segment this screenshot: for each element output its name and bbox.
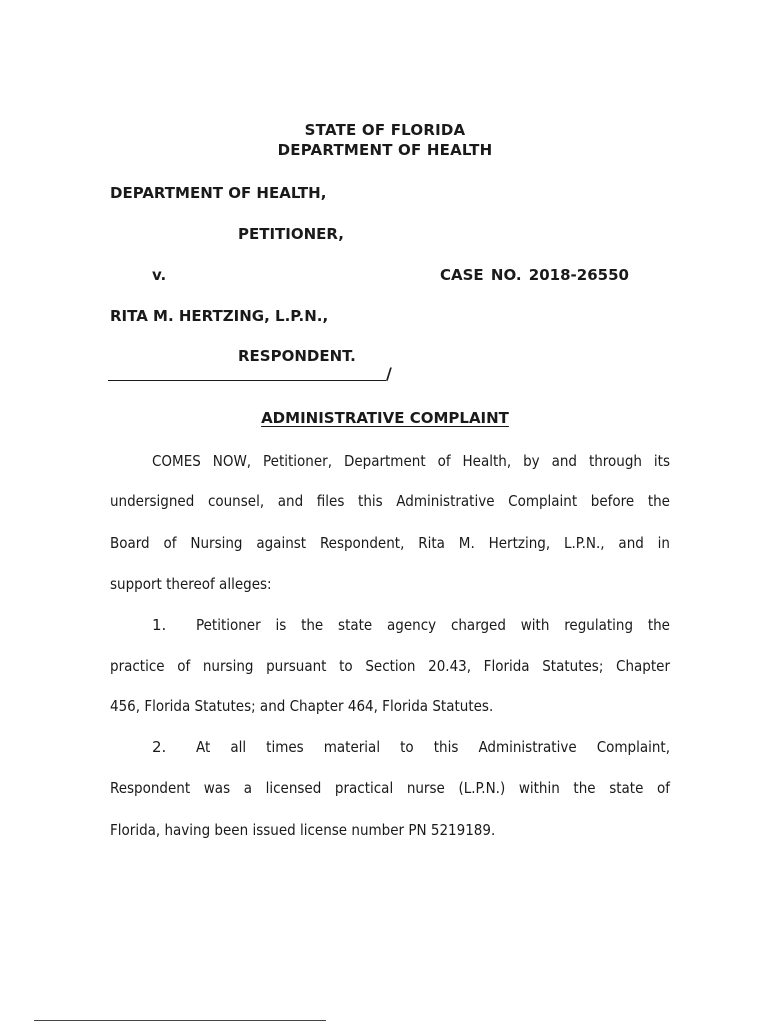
intro-line-1: COMES NOW, Petitioner, Department of Health, by and through its [152,452,670,470]
versus-label: v. [152,266,167,284]
petitioner-name: DEPARTMENT OF HEALTH, [110,184,327,202]
para2-line-1: At all times material to this Administrative Complaint, [196,738,670,756]
intro-line-2: undersigned counsel, and files this Administrative Complaint before the [110,492,670,510]
footnote-rule [34,1020,326,1021]
document-title [0,409,770,427]
para1-line-3: 456, Florida Statutes; and Chapter 464, Florida Statutes. [110,697,494,715]
respondent-role: RESPONDENT. [238,347,356,365]
para1-line-1: Petitioner is the state agency charged with regulating the [196,616,670,634]
para2-number: 2. [152,738,167,756]
case-number: CASE NO. 2018-26550 [440,266,629,284]
intro-line-3: Board of Nursing against Respondent, Rita M. Hertzing, L.P.N., and in [110,534,670,552]
respondent-name: RITA M. HERTZING, L.P.N., [110,307,329,325]
caption-slash: / [386,364,392,383]
para2-line-3: Florida, having been issued license number PN 5219189. [110,821,496,839]
petitioner-role: PETITIONER, [238,225,344,243]
para1-line-2: practice of nursing pursuant to Section 20.43, Florida Statutes; Chapter [110,657,670,675]
para2-line-2: Respondent was a licensed practical nurse (L.P.N.) within the state of [110,779,670,797]
header-department: DEPARTMENT OF HEALTH [277,141,493,159]
caption-rule [108,366,386,381]
header-state: STATE OF FLORIDA [304,121,466,139]
para1-number: 1. [152,616,167,634]
intro-line-4: support thereof alleges: [110,575,272,593]
document-title-text: ADMINISTRATIVE COMPLAINT [261,409,509,427]
